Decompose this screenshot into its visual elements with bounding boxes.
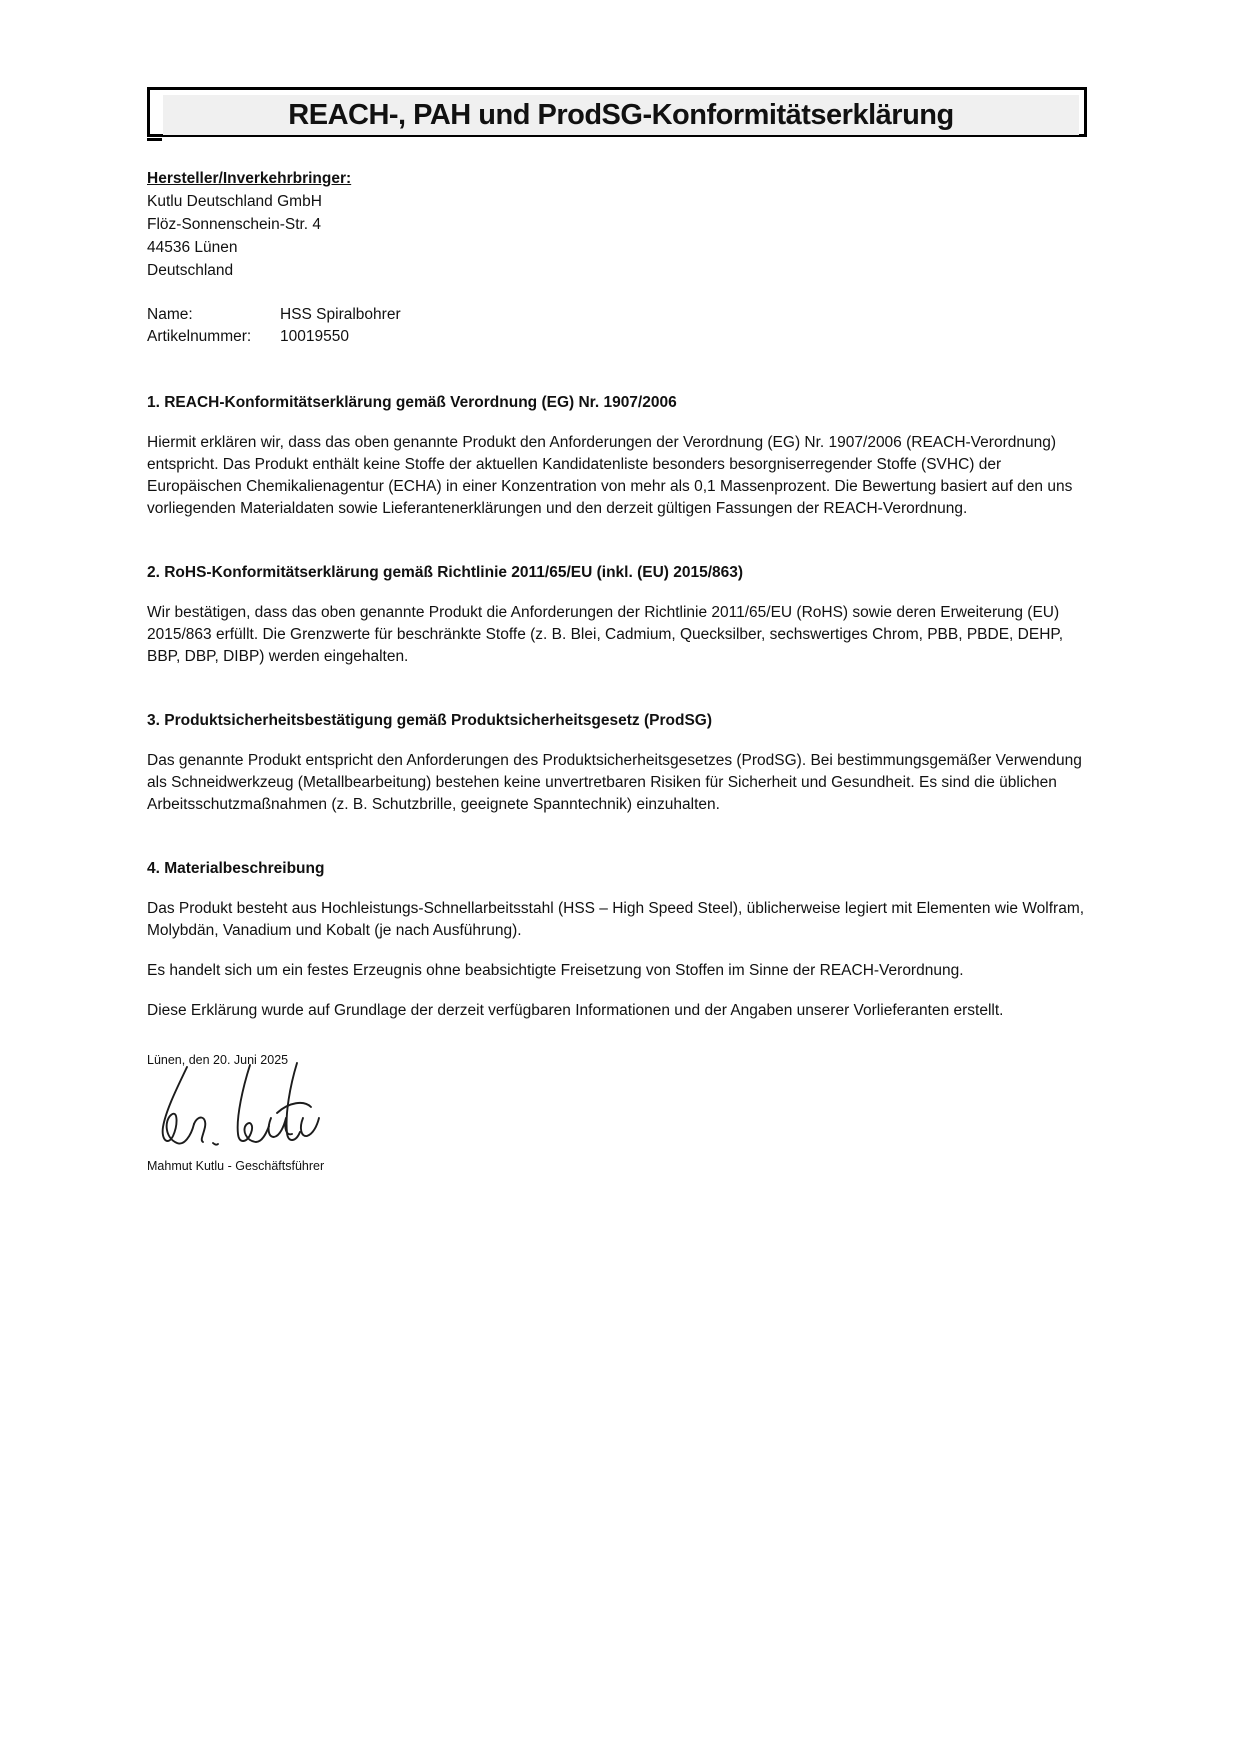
section-material: [147, 858, 1087, 1022]
section-reach-heading: 1. REACH-Konformitätserklärung gemäß Verordnung (EG) Nr. 1907/2006: [147, 394, 677, 411]
manufacturer-country: Deutschland: [147, 262, 234, 279]
manufacturer-heading: Hersteller/Inverkehrbringer:: [147, 170, 352, 187]
section-prodsg-paragraph: Das genannte Produkt entspricht den Anforderungen des Produktsicherheitsgesetzes (ProdSG). Bei bestimmungsgemäßer Verwendung als Schneidwerkzeug (Metallbearbeitung) bestehen keine unvertretbaren Risiken für Sicherheit und Gesundheit. Es sind die üblichen Arbeitsschutzmaßnahmen (z. B. Schutzbrille, geeignete Spanntechnik) einzuhalten.: [147, 752, 1082, 813]
manufacturer-company: Kutlu Deutschland GmbH: [147, 193, 322, 210]
title-box: [147, 87, 1087, 137]
manufacturer-block: [147, 167, 1087, 282]
title-box-fill: [163, 95, 1079, 135]
manufacturer-city: 44536 Lünen: [147, 239, 238, 256]
product-info-block: [147, 304, 1087, 348]
document-title: REACH-, PAH und ProdSG-Konformitätserklärung: [288, 98, 954, 131]
document-page: [147, 87, 1087, 1174]
section-rohs-heading: 2. RoHS-Konformitätserklärung gemäß Richtlinie 2011/65/EU (inkl. (EU) 2015/863): [147, 564, 744, 581]
section-reach: [147, 392, 1087, 520]
product-name-value: HSS Spiralbohrer: [280, 306, 401, 323]
article-number-value: 10019550: [280, 328, 349, 345]
section-prodsg-heading: 3. Produktsicherheitsbestätigung gemäß Produktsicherheitsgesetz (ProdSG): [147, 712, 713, 729]
section-reach-paragraph: Hiermit erklären wir, dass das oben genannte Produkt den Anforderungen der Verordnung (EG) Nr. 1907/2006 (REACH-Verordnung) entspricht. Das Produkt enthält keine Stoffe der aktuellen Kandidatenliste besonders besorgniserregender Stoffe (SVHC) der Europäischen Chemikalienagentur (ECHA) in einer Konzentration von mehr als 0,1 Massenprozent. Die Bewertung basiert auf den uns vorliegenden Materialdaten sowie Lieferantenerklärungen und den derzeit gültigen Fassungen der REACH-Verordnung.: [147, 434, 1073, 517]
section-prodsg: [147, 710, 1087, 816]
section-rohs: [147, 562, 1087, 668]
manufacturer-street: Flöz-Sonnenschein-Str. 4: [147, 216, 322, 233]
section-material-paragraph-3: Diese Erklärung wurde auf Grundlage der derzeit verfügbaren Informationen und der Angaben unserer Vorlieferanten erstellt.: [147, 1002, 1004, 1019]
section-rohs-paragraph: Wir bestätigen, dass das oben genannte Produkt die Anforderungen der Richtlinie 2011/65/EU (RoHS) sowie deren Erweiterung (EU) 2015/863 erfüllt. Die Grenzwerte für beschränkte Stoffe (z. B. Blei, Cadmium, Quecksilber, sechswertiges Chrom, PBB, PBDE, DEHP, BBP, DBP, DIBP) werden eingehalten.: [147, 604, 1064, 665]
article-number-row: [147, 326, 1087, 348]
signature-signer: Mahmut Kutlu - Geschäftsführer: [147, 1159, 325, 1173]
signature-place-date: Lünen, den 20. Juni 2025: [147, 1053, 289, 1067]
signature-image: [153, 1062, 321, 1154]
section-material-paragraph-2: Es handelt sich um ein festes Erzeugnis ohne beabsichtigte Freisetzung von Stoffen im Sinne der REACH-Verordnung.: [147, 962, 964, 979]
article-number-label: Artikelnummer:: [147, 328, 252, 345]
signature-block: [147, 1052, 1087, 1174]
product-name-label: Name:: [147, 306, 193, 323]
section-material-heading: 4. Materialbeschreibung: [147, 860, 325, 877]
section-material-paragraph-1: Das Produkt besteht aus Hochleistungs-Schnellarbeitsstahl (HSS – High Speed Steel), üblicherweise legiert mit Elementen wie Wolfram, Molybdän, Vanadium und Kobalt (je nach Ausführung).: [147, 900, 1085, 939]
product-name-row: [147, 304, 1087, 326]
